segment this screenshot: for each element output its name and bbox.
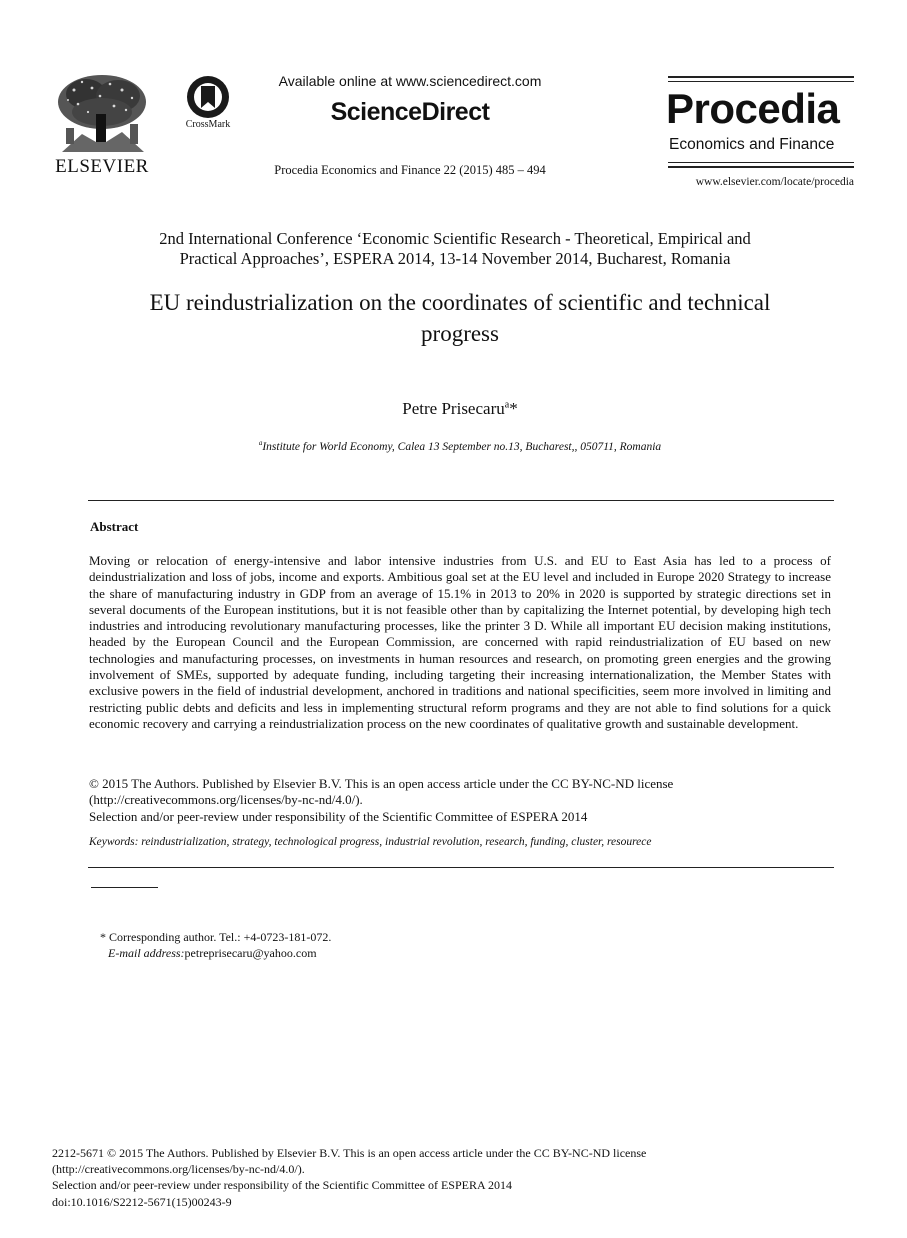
procedia-rule	[668, 76, 854, 78]
journal-reference: Procedia Economics and Finance 22 (2015) 485 – 494	[274, 163, 546, 177]
peer-review-line: Selection and/or peer-review under responsibility of the Scientific Committee of ESPERA 2014	[89, 808, 588, 824]
affiliation-mark: a	[258, 439, 263, 447]
conference-line: Practical Approaches’, ESPERA 2014, 13-14 November 2014, Bucharest, Romania	[179, 249, 731, 268]
sciencedirect-wordmark: ScienceDirect	[330, 98, 490, 126]
article-title	[80, 287, 840, 349]
title-line: progress	[421, 321, 499, 346]
footer-license-link[interactable]: (http://creativecommons.org/licenses/by-nc-nd/4.0/).	[52, 1162, 305, 1177]
abstract-bottom-rule	[88, 867, 834, 868]
copyright-line: © 2015 The Authors. Published by Elsevier B.V. This is an open access article under the CC BY-NC-ND license	[89, 776, 674, 791]
crossmark-label: CrossMark	[185, 119, 231, 130]
email-line	[100, 945, 600, 961]
procedia-rule	[668, 162, 854, 163]
affiliation	[140, 439, 780, 453]
procedia-rule	[668, 81, 854, 82]
elsevier-tree-icon	[52, 72, 152, 154]
author-name: Petre Prisecaru	[402, 399, 505, 418]
abstract-top-rule	[88, 500, 834, 501]
affiliation-text: Institute for World Economy, Calea 13 September no.13, Bucharest,, 050711, Romania	[262, 440, 662, 453]
author-line	[200, 399, 720, 419]
copyright-notice	[89, 776, 831, 825]
footer-doi[interactable]: doi:10.1016/S2212-5671(15)00243-9	[52, 1194, 232, 1209]
license-link[interactable]: (http://creativecommons.org/licenses/by-nc-nd/4.0/).	[89, 792, 363, 808]
elsevier-wordmark: ELSEVIER	[55, 156, 149, 177]
elsevier-logo	[52, 72, 152, 178]
abstract-heading: Abstract	[90, 519, 139, 534]
email-label: E-mail address:	[108, 946, 185, 960]
footer-copyright: 2212-5671 © 2015 The Authors. Published by Elsevier B.V. This is an open access article under the CC BY-NC-ND license	[52, 1146, 647, 1160]
conference-name	[90, 229, 820, 269]
procedia-rule	[668, 166, 854, 168]
abstract-body: Moving or relocation of energy-intensive and labor intensive industries from U.S. and EU to East Asia has led to a process of deindustrialization and loss of jobs, income and exports. Ambitious goal set at the EU level and included in Europe 2020 Strategy to increase the share of manufacturing industry in GDP from an average of 15.1% in 2013 to 20% in 2020 is supported by strategic directions set in several documents of the European institutions, but it is not feasible other than by capitalizing the Internet potential, by developing high tech industries and introducing revolutionary manufacturing processes, like the printer 3 D. While all important EU decision making institutions, headed by the European Council and the European Commission, are concerned with rapid reindustrialization of EU based on new technologies and manufacturing processes, on investments in human resources and research, on promoting green energies and the growing involvement of SMEs, supported by adequate funding, including targeting their increasing internationalization, the Member States with exclusive powers in the field of industrial development, anchored in traditions and national specificities, seem more involved in limiting and restricting public debts and deficits and less in implementing structural reform programs and they are not able to find solutions for a quick economic recovery and carrying a reindustrialization process on the new coordinates of qualitative growth and sustainable development.	[89, 553, 831, 731]
email-address[interactable]: petreprisecaru@yahoo.com	[184, 946, 317, 960]
conference-line: 2nd International Conference ‘Economic Scientific Research - Theoretical, Empirical and	[159, 229, 751, 248]
procedia-subtitle: Economics and Finance	[669, 136, 835, 153]
footer-peer-review: Selection and/or peer-review under responsibility of the Scientific Committee of ESPERA 2014	[52, 1178, 512, 1193]
footnote-rule	[91, 887, 158, 888]
journal-url-link[interactable]: www.elsevier.com/locate/procedia	[695, 176, 854, 188]
corresponding-author: * Corresponding author. Tel.: +4-0723-181-072.	[100, 930, 332, 944]
page-footer	[52, 1145, 752, 1210]
corresponding-star: *	[509, 399, 518, 418]
available-online-text: Available online at www.sciencedirect.com	[278, 73, 542, 89]
keywords	[89, 836, 831, 848]
crossmark-badge[interactable]	[176, 74, 240, 134]
author-affiliation-mark: a	[504, 399, 510, 411]
keywords-list: reindustrialization, strategy, technological progress, industrial revolution, research, funding, cluster, resourece	[138, 836, 652, 848]
keywords-label: Keywords:	[89, 836, 139, 848]
procedia-wordmark: Procedia	[666, 85, 840, 132]
crossmark-icon	[185, 74, 231, 120]
title-line: EU reindustrialization on the coordinates of scientific and technical	[149, 290, 771, 315]
footnote	[100, 929, 600, 961]
